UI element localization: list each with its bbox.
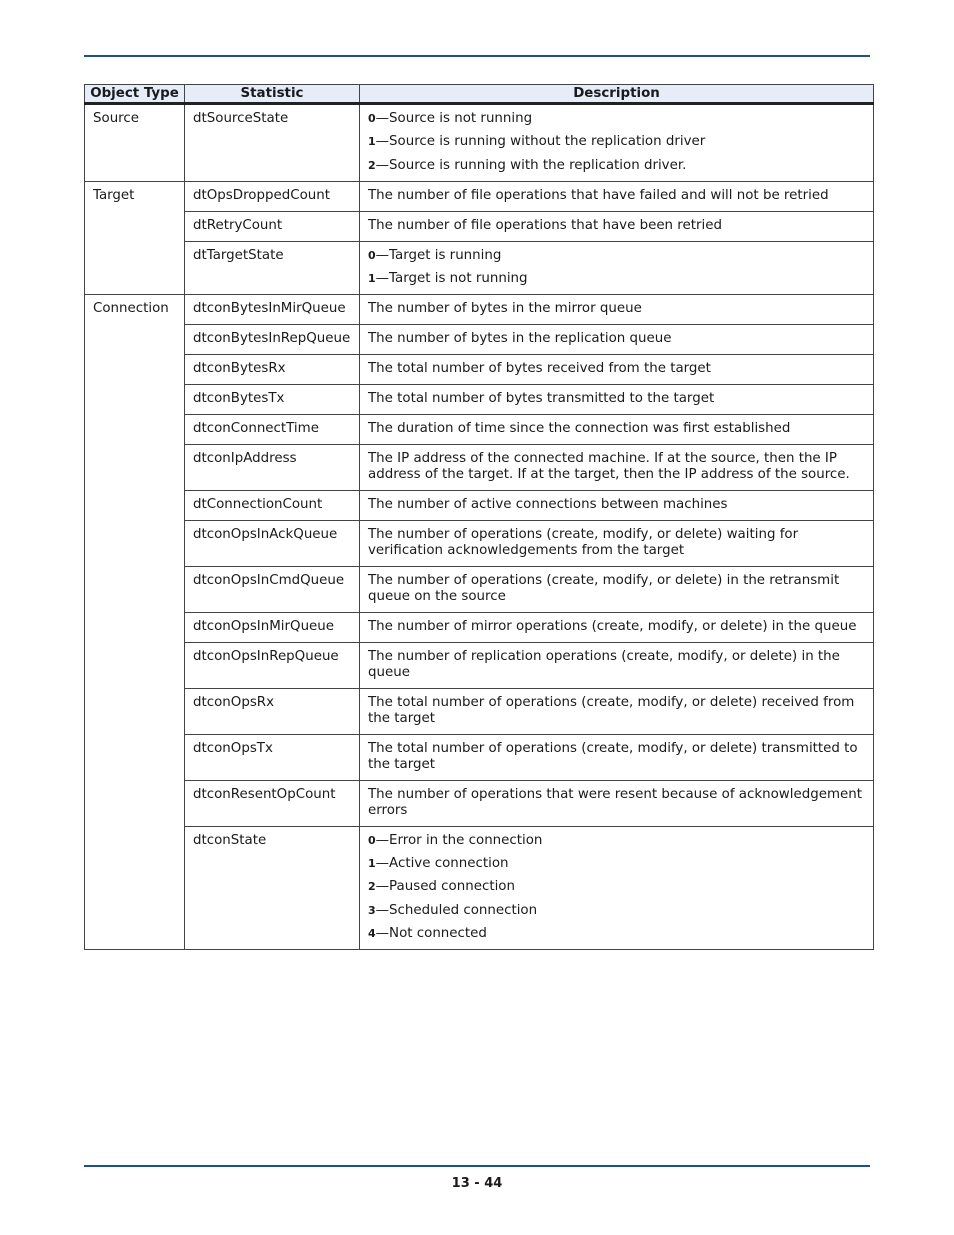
state-value-line xyxy=(368,111,869,134)
state-description: —Source is running without the replication driver xyxy=(375,134,706,150)
footer-rule xyxy=(84,1165,870,1167)
state-value-line xyxy=(368,271,869,287)
description-cell: The IP address of the connected machine. If at the source, then the IP address of the target. If at the target, then the IP address of the source. xyxy=(360,444,874,490)
description-cell: The number of file operations that have failed and will not be retried xyxy=(360,181,874,211)
table-header-row xyxy=(85,85,874,104)
state-description: —Target is running xyxy=(375,247,502,263)
description-cell: The total number of operations (create, modify, or delete) transmitted to the target xyxy=(360,734,874,780)
state-description: —Source is running with the replication driver. xyxy=(375,157,687,173)
state-value-line xyxy=(368,158,869,174)
table-row xyxy=(85,211,874,241)
object-type-cell: Source xyxy=(85,104,185,182)
statistic-cell: dtconConnectTime xyxy=(185,414,360,444)
statistic-cell: dtconResentOpCount xyxy=(185,780,360,826)
state-code: 2 xyxy=(368,158,376,172)
description-cell: The number of replication operations (create, modify, or delete) in the queue xyxy=(360,642,874,688)
statistic-cell: dtconBytesRx xyxy=(185,354,360,384)
statistic-cell: dtconOpsInCmdQueue xyxy=(185,566,360,612)
table-row xyxy=(85,294,874,324)
state-code: 1 xyxy=(368,271,376,285)
table-row xyxy=(85,384,874,414)
description-cell: The number of bytes in the mirror queue xyxy=(360,294,874,324)
state-code: 3 xyxy=(368,903,376,917)
state-code: 2 xyxy=(368,880,376,894)
object-type-cell: Target xyxy=(85,181,185,294)
table-row xyxy=(85,181,874,211)
statistic-cell: dtconIpAddress xyxy=(185,444,360,490)
description-cell: The total number of bytes received from the target xyxy=(360,354,874,384)
description-cell: The number of file operations that have been retried xyxy=(360,211,874,241)
description-cell: The number of operations that were resent because of acknowledgement errors xyxy=(360,780,874,826)
description-cell: The number of bytes in the replication queue xyxy=(360,324,874,354)
statistic-cell: dtOpsDroppedCount xyxy=(185,181,360,211)
state-value-line xyxy=(368,903,869,926)
table-row xyxy=(85,324,874,354)
description-cell: The number of operations (create, modify, or delete) waiting for verification acknowledgements from the target xyxy=(360,520,874,566)
table-row xyxy=(85,241,874,294)
state-value-line xyxy=(368,248,869,271)
description-cell: The number of active connections between machines xyxy=(360,490,874,520)
state-code: 0 xyxy=(368,248,376,262)
table-row xyxy=(85,826,874,949)
description-cell: The number of operations (create, modify, or delete) in the retransmit queue on the source xyxy=(360,566,874,612)
state-description: —Not connected xyxy=(375,926,487,942)
table-row xyxy=(85,354,874,384)
page-number: 13 - 44 xyxy=(451,1176,503,1191)
state-value-line xyxy=(368,833,869,856)
state-code: 1 xyxy=(368,135,376,149)
state-code: 0 xyxy=(368,833,376,847)
state-description: —Scheduled connection xyxy=(375,902,538,918)
table-row xyxy=(85,490,874,520)
table-row xyxy=(85,688,874,734)
statistic-cell: dtconOpsInAckQueue xyxy=(185,520,360,566)
state-code: 1 xyxy=(368,857,376,871)
statistic-cell: dtconOpsTx xyxy=(185,734,360,780)
table-row xyxy=(85,566,874,612)
table-row xyxy=(85,734,874,780)
state-code: 0 xyxy=(368,112,376,125)
statistic-cell: dtRetryCount xyxy=(185,211,360,241)
table-row xyxy=(85,104,874,182)
state-value-line xyxy=(368,879,869,902)
description-cell xyxy=(360,104,874,182)
statistic-cell: dtconBytesInRepQueue xyxy=(185,324,360,354)
description-cell xyxy=(360,826,874,949)
statistic-cell: dtconState xyxy=(185,826,360,949)
state-description: —Paused connection xyxy=(375,879,515,895)
table-body xyxy=(85,104,874,950)
header-rule xyxy=(84,55,870,57)
state-value-line xyxy=(368,926,869,942)
state-value-line xyxy=(368,134,869,157)
table-row xyxy=(85,414,874,444)
statistic-cell: dtSourceState xyxy=(185,104,360,182)
description-cell xyxy=(360,241,874,294)
description-cell: The total number of operations (create, modify, or delete) received from the target xyxy=(360,688,874,734)
table-row xyxy=(85,612,874,642)
column-header-description: Description xyxy=(360,85,874,104)
statistic-cell: dtconOpsRx xyxy=(185,688,360,734)
statistic-cell: dtTargetState xyxy=(185,241,360,294)
statistic-cell: dtconOpsInMirQueue xyxy=(185,612,360,642)
table-row xyxy=(85,642,874,688)
object-type-cell: Connection xyxy=(85,294,185,949)
description-cell: The total number of bytes transmitted to the target xyxy=(360,384,874,414)
statistic-cell: dtConnectionCount xyxy=(185,490,360,520)
state-description: —Error in the connection xyxy=(375,832,543,848)
state-description: —Active connection xyxy=(375,856,509,872)
state-value-line xyxy=(368,856,869,879)
state-description: —Source is not running xyxy=(375,111,533,126)
column-header-statistic: Statistic xyxy=(185,85,360,104)
statistics-table xyxy=(84,84,874,950)
statistic-cell: dtconBytesInMirQueue xyxy=(185,294,360,324)
state-code: 4 xyxy=(368,927,376,941)
description-cell: The duration of time since the connection was first established xyxy=(360,414,874,444)
statistic-cell: dtconBytesTx xyxy=(185,384,360,414)
table-row xyxy=(85,444,874,490)
statistic-cell: dtconOpsInRepQueue xyxy=(185,642,360,688)
column-header-object-type: Object Type xyxy=(85,85,185,104)
description-cell: The number of mirror operations (create, modify, or delete) in the queue xyxy=(360,612,874,642)
table-row xyxy=(85,520,874,566)
state-description: —Target is not running xyxy=(375,270,528,286)
table-row xyxy=(85,780,874,826)
